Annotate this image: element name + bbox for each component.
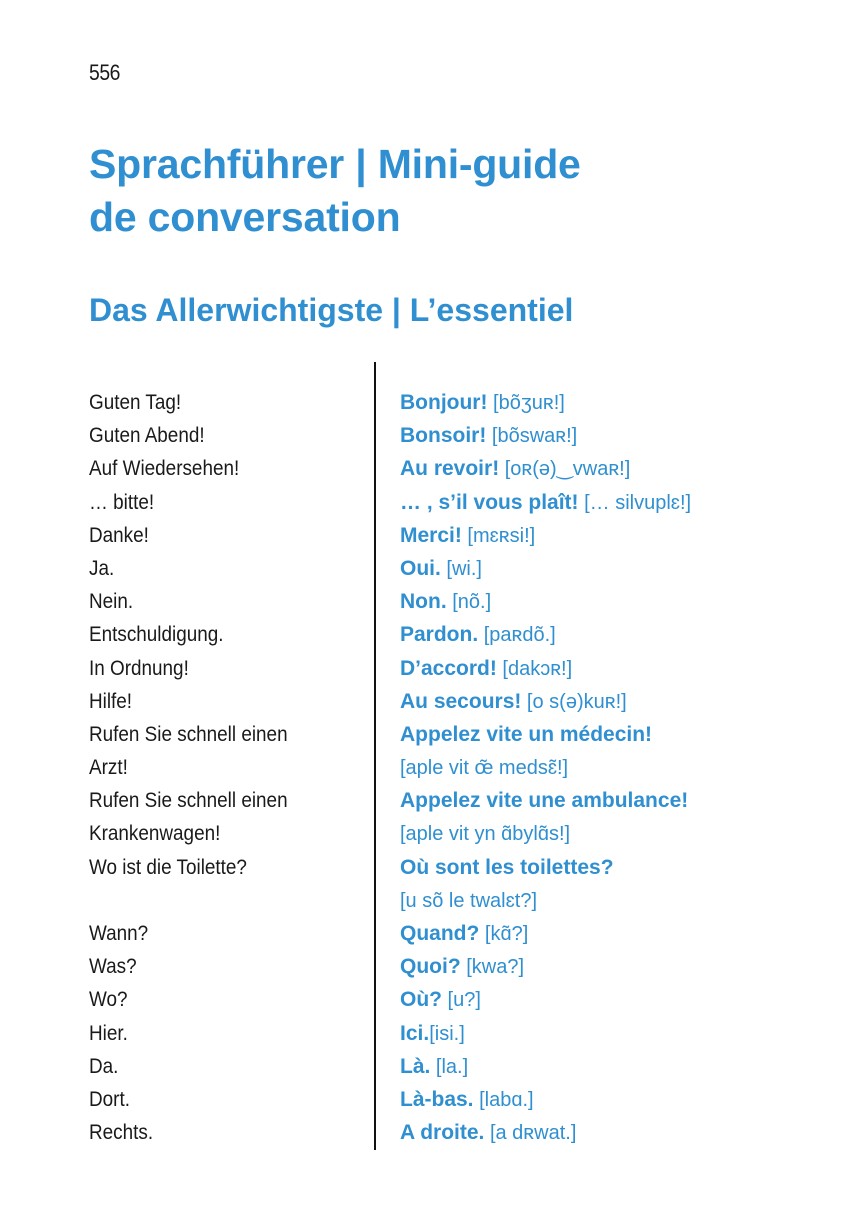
french-phrase: D’accord!	[400, 656, 497, 680]
german-phrase: Danke!	[89, 523, 149, 547]
french-entry	[400, 817, 840, 850]
french-pronunciation: [aple vit œ̃ medsɛ̃!]	[400, 757, 569, 780]
french-entry	[400, 950, 840, 983]
page-title-line-2: de conversation	[89, 194, 401, 240]
german-phrase: Krankenwagen!	[89, 822, 221, 846]
german-phrase: Hilfe!	[89, 689, 133, 713]
french-pronunciation: [paʀdõ.]	[478, 624, 556, 647]
french-entry	[400, 419, 840, 452]
french-pronunciation: [dakɔʀ!]	[496, 657, 573, 680]
german-phrase: Wo?	[89, 988, 128, 1012]
french-pronunciation: [kwa?]	[460, 956, 525, 979]
french-phrase: Au revoir!	[400, 457, 500, 481]
french-pronunciation: [kɑ̃?]	[479, 923, 529, 945]
french-pronunciation: [labɑ.]	[473, 1088, 534, 1111]
french-pronunciation: [la.]	[430, 1055, 469, 1078]
french-phrase: Ici.	[400, 1021, 430, 1045]
french-entry	[400, 851, 840, 884]
french-phrase: Bonjour!	[400, 391, 488, 414]
french-phrase: … , s’il vous plaît!	[400, 490, 579, 514]
french-pronunciation: [mɛʀsi!]	[461, 524, 536, 547]
page-title	[89, 138, 789, 244]
french-entry	[400, 983, 840, 1016]
french-entry	[400, 1017, 840, 1050]
french-pronunciation: [aple vit yn ɑ̃bylɑ̃s!]	[400, 823, 571, 846]
german-phrase: … bitte!	[89, 490, 155, 514]
french-phrase: Où?	[400, 988, 442, 1012]
german-phrase: Hier.	[89, 1021, 128, 1045]
french-entry	[400, 519, 840, 552]
german-phrase: Entschuldigung.	[89, 623, 224, 647]
german-phrase: Ja.	[89, 556, 115, 580]
german-phrase: Wo ist die Toilette?	[89, 855, 247, 879]
french-phrase: Oui.	[400, 556, 441, 580]
german-phrase: Guten Tag!	[89, 391, 182, 414]
german-phrase: Nein.	[89, 590, 134, 614]
page-number: 556	[89, 60, 120, 85]
french-phrase: Appelez vite un médecin!	[400, 722, 653, 746]
french-pronunciation: [wi.]	[440, 557, 482, 580]
french-entry	[400, 1083, 840, 1116]
french-entry	[400, 917, 840, 950]
german-phrase: In Ordnung!	[89, 656, 189, 680]
french-phrase: Merci!	[400, 523, 462, 547]
german-phrase: Dort.	[89, 1087, 130, 1111]
french-pronunciation: [bõswaʀ!]	[486, 425, 578, 448]
french-phrase: Pardon.	[400, 623, 479, 647]
french-pronunciation: [nõ.]	[446, 591, 492, 614]
french-pronunciation: [oʀ(ə)‿vwaʀ!]	[499, 458, 631, 481]
german-phrase: Da.	[89, 1054, 119, 1078]
french-phrase: Quoi?	[400, 955, 461, 979]
french-entry	[400, 618, 840, 651]
french-entry	[400, 884, 840, 917]
french-pronunciation: [u sõ le twalɛt?]	[400, 889, 538, 912]
german-column	[89, 386, 369, 1149]
french-pronunciation: [a dʀwat.]	[484, 1122, 577, 1145]
french-column	[400, 386, 840, 1149]
french-entry	[400, 386, 840, 419]
french-entry	[400, 452, 840, 485]
section-title: Das Allerwichtigste | L’essentiel	[89, 292, 574, 328]
german-phrase: Was?	[89, 955, 137, 979]
french-entry	[400, 652, 840, 685]
french-phrase: Là.	[400, 1054, 431, 1078]
french-pronunciation: [u?]	[442, 989, 481, 1012]
french-phrase: Bonsoir!	[400, 424, 487, 448]
french-phrase: Au secours!	[400, 689, 522, 713]
french-entry	[400, 552, 840, 585]
french-entry	[400, 685, 840, 718]
french-pronunciation: [… silvuplɛ!]	[578, 491, 692, 514]
french-phrase: Où sont les toilettes?	[400, 855, 614, 879]
french-entry	[400, 751, 840, 784]
french-pronunciation: [bõʒuʀ!]	[487, 392, 565, 414]
german-phrase: Rufen Sie schnell einen	[89, 722, 288, 746]
german-phrase: Arzt!	[89, 756, 128, 780]
german-phrase: Wann?	[89, 922, 149, 945]
german-phrase: Rechts.	[89, 1121, 154, 1145]
french-phrase: Appelez vite une ambulance!	[400, 789, 689, 813]
french-phrase: Quand?	[400, 922, 480, 945]
french-pronunciation: [isi.]	[429, 1022, 465, 1045]
french-phrase: Là-bas.	[400, 1087, 474, 1111]
french-entry	[400, 486, 840, 519]
french-phrase: Non.	[400, 590, 447, 614]
german-phrase: Auf Wiedersehen!	[89, 457, 240, 481]
page-title-line-1: Sprachführer | Mini-guide	[89, 141, 581, 187]
french-entry	[400, 784, 840, 817]
german-phrase: Guten Abend!	[89, 424, 205, 448]
french-entry	[400, 718, 840, 751]
french-phrase: A droite.	[400, 1121, 485, 1145]
french-entry	[400, 585, 840, 618]
column-divider	[374, 362, 376, 1150]
french-entry	[400, 1050, 840, 1083]
german-phrase: Rufen Sie schnell einen	[89, 789, 288, 813]
german-phrase-spacer	[89, 884, 341, 917]
french-pronunciation: [o s(ə)kuʀ!]	[521, 690, 627, 713]
french-entry	[400, 1116, 840, 1149]
